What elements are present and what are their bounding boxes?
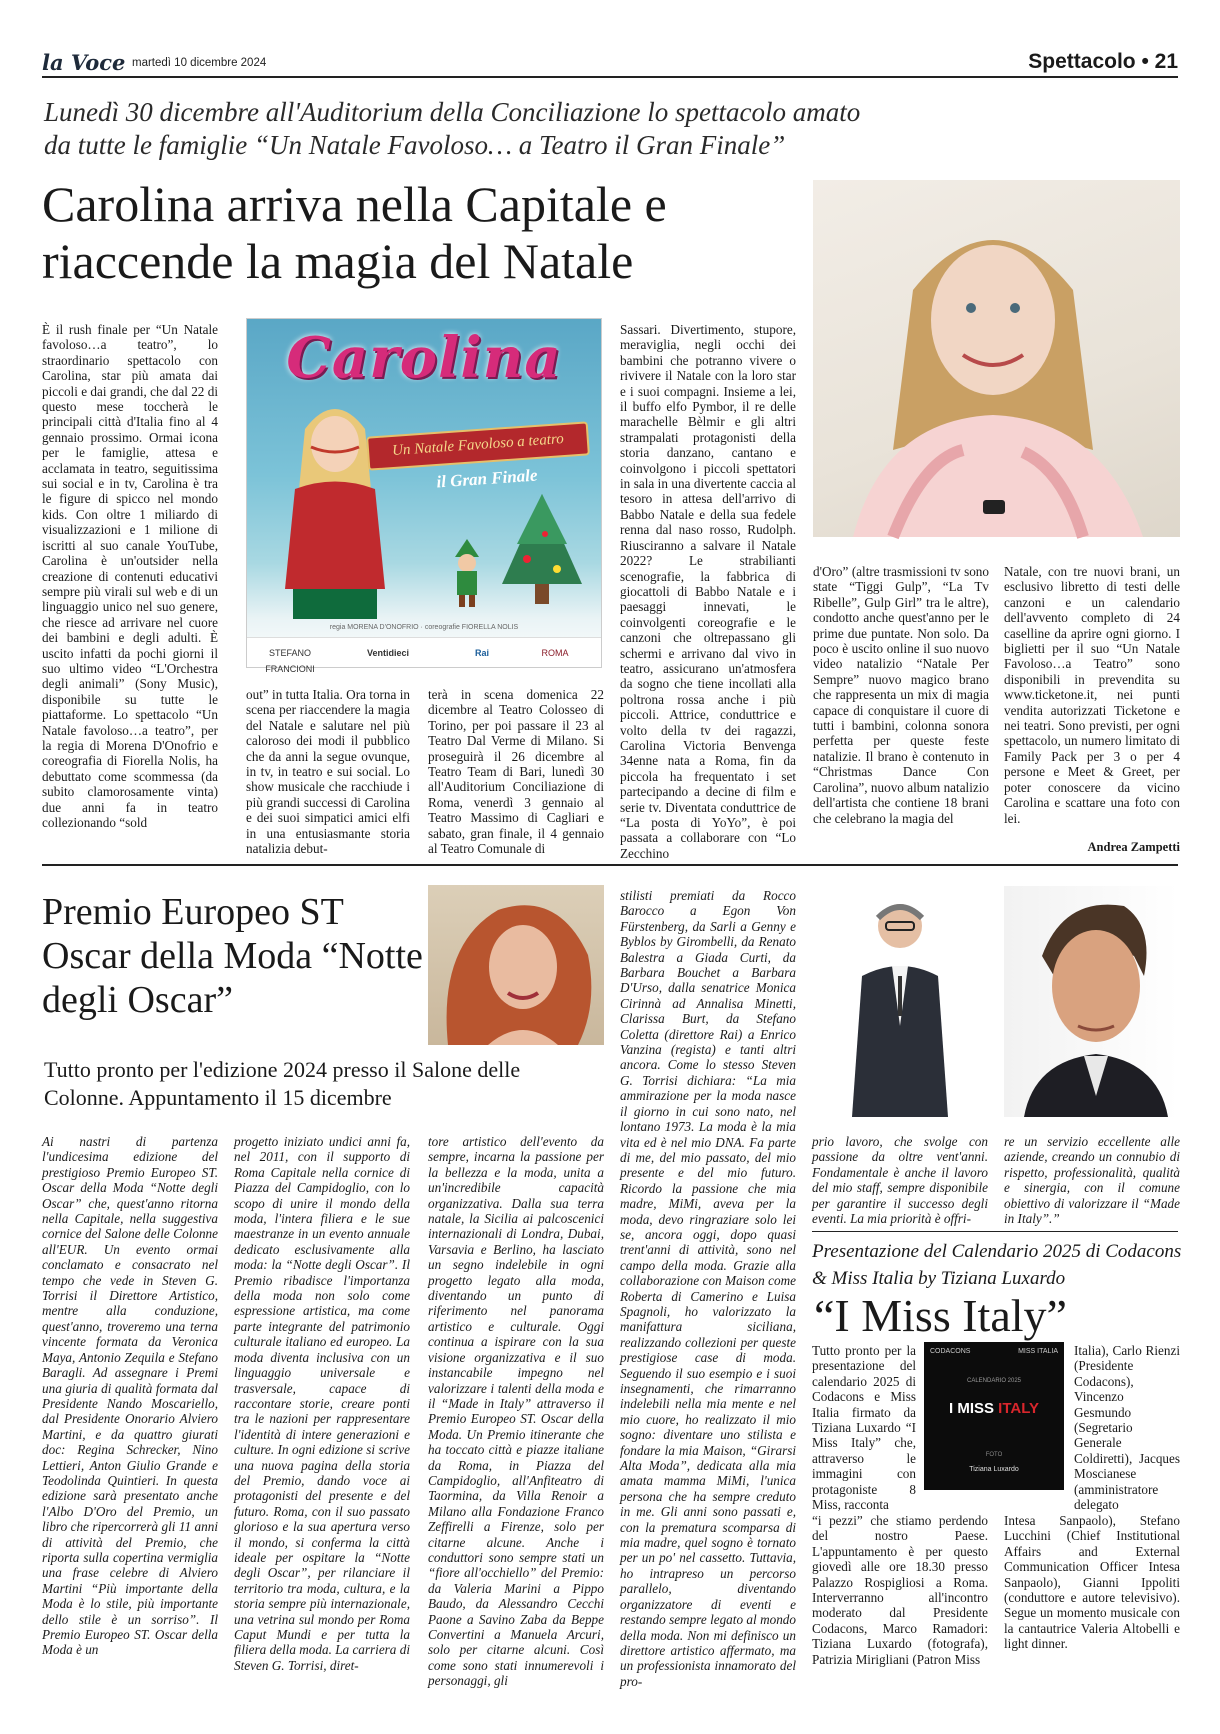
article3-column-1-cont: “i pezzi” che stiamo perdendo del nostro Paese. L'appuntamento è per questo giovedì alle ore 18.30 presso Palazzo Rospigliosi a Roma. Interverranno all'incontro moderato dal Presidente Codacons, Marco Ramadori: Tiziana Luxardo (fotografa), Patrizia Mirigliani (Patron Miss	[812, 1513, 988, 1667]
article1-column-5: d'Oro” (altre trasmissioni tv sono state “Tiggi Gulp”, “La Tv Ribelle”, Gulp Girl” tra le altre), condotto anche quest'anno per le prime due puntate. Non solo. Da poco è uscito online il suo nuovo video natalizio “Natale Per Sempre” nuovo magico brano che rappresenta un mix di magia capace di conquistare il cuore di tutti i bambini, colonna sonora perfetta per queste feste natalizie. Il brano è contenuto in “Christmas Dance Con Carolina”, nuovo album natalizio dell'artista che contiene 18 brani che celebrano la magia del	[813, 564, 989, 826]
calendar-author: Tiziana Luxardo	[969, 1466, 1019, 1473]
issue-date: martedì 10 dicembre 2024	[132, 57, 267, 69]
calendar-title-b: ITALY	[998, 1400, 1040, 1417]
calendar-cover-image	[924, 1342, 1064, 1490]
man-portrait-photo	[1004, 886, 1178, 1117]
article1-column-1: È il rush finale per “Un Natale favoloso…a teatro”, lo straordinario spettacolo con Carolina, star più amata dai piccoli e dai grandi, che dal 22 di questo mese toccherà le principali città d'Italia fino al 4 gennaio prossimo. Ormai icona per le famiglie, attesa e acclamata in teatro, seguitissima sui social e in tv, Carolina è tra le figure di spicco nel mondo kids. Con oltre 1 miliardo di visualizzazioni e 1 milione di iscritti al suo canale YouTube, Carolina è un'outsider nella creazione di contenuti educativi sempre più virali sul web e di un linguaggio unico nel suo genere, che riesce ad arrivare nel cuore dei bambini e degli adulti. È uscito infatti da pochi giorni il suo ultimo video “L'Orchestra degli animali” (Sony Music), disponibile su tutte le piattaforme. Lo spettacolo “Un Natale favoloso…a teatro”, per la regia di Morena D'Onofrio e coreografia di Fiorella Nolis, ha debuttato come scommessa (da subito clamorosamente vinta) due anni fa in teatro collezionando “sold	[42, 322, 218, 830]
section-page: Spettacolo • 21	[1028, 50, 1178, 73]
article2-deck: Tutto pronto per l'edizione 2024 presso il Salone delle Colonne. Appuntamento il 15 dicembre	[44, 1057, 521, 1110]
poster-girl-figure	[275, 389, 395, 619]
poster-sponsor-bar	[247, 637, 601, 674]
portrait-image	[428, 885, 604, 1045]
sponsor-logo: Rai	[474, 648, 489, 658]
article2-title: Premio Europeo ST Oscar della Moda “Notte degli Oscar”	[42, 891, 423, 1021]
sponsor-logo: STEFANO FRANCIONI	[265, 648, 315, 674]
article2-column-3: tore artistico dell'evento da sempre, incarna la passione per la bellezza e la moda, unita a un'incredibile capacità organizzativa. Dalla sua terra natale, la Sicilia ai palcoscenici internazionali di Londra, Dubai, Varsavia e Berlino, ha lasciato un segno indelebile in ogni progetto legato alla moda, diventando un punto di riferimento nel panorama artistico e culturale. Oggi continua a ispirare con la sua visione organizzativa e il suo instancabile impegno nel valorizzare i talenti della moda e il “Made in Italy” attraverso il Premio Europeo ST. Oscar della Moda. Un Premio itinerante che ha toccato città e piazze italiane da Roma, in Piazza del Campidoglio, all'Anfiteatro di Taormina, da Villa Renoir a Milano alla Fondazione Franco Zeffirelli a Firenze, solo per citarne alcune. Anche i conduttori sono sempre stati un “fiore all'occhiello” del Premio: da Valeria Marini a Pippo Baudo, da Alessandro Cecchi Paone a Savino Zaba da Beppe Convertini a Manuela Arcuri, solo per citarne alcuni. Così come sono stati innumerevoli i personaggi, gli	[428, 1134, 604, 1689]
article1-title: Carolina arriva nella Capitale e riaccende la magia del Natale	[42, 176, 667, 289]
poster-title: Carolina	[286, 325, 562, 391]
poster-subtitle: il Gran Finale	[435, 465, 539, 492]
calendar-brand-left: CODACONS	[930, 1348, 971, 1355]
man-in-suit-photo	[812, 886, 986, 1117]
portrait-image	[813, 180, 1180, 537]
article1-column-4: Sassari. Divertimento, stupore, meraviglia, negli occhi dei bambini che potranno vivere o rivivere il Natale con la loro star e i suoi compagni. Insieme a lei, il buffo elfo Pymbor, il re delle marachelle Bèlmir e gli altri strampalati protagonisti della storia danzano, cantano e coinvolgono i piccoli spettatori in sala in una divertente caccia al tesoro in attesa dell'arrivo di Babbo Natale e della sua fedele renna dal naso rosso, Rudolph. Riusciranno a salvare il Natale 2022? Le strabilianti scenografie, la fabbrica di giocattoli di Babbo Natale e i paesaggi innevati, le coinvolgenti coreografie e le canzoni che oltrepassano gli schermi e arrivano dal vivo in teatro, assicurano un'atmosfera da sogno che tiene incollati alla poltrona rossa anche i più piccoli. Attrice, conduttrice e volto della tv dei ragazzi, Carolina Victoria Benvenga 34enne nata a Roma, fin da piccola ha frequentato i set partecipando a decine di film e serie tv. Diventata conduttrice de “La posta di YoYo”, è poi passata a collaborare con “Lo Zecchino	[620, 322, 796, 861]
article2-column-4: stilisti premiati da Rocco Barocco a Egon Von Fürstenberg, da Sarli a Genny e Byblos by Girombelli, da Renato Balestra a Giada Curti, da Barbara Bouchet a Barbara D'Urso, dalla senatrice Monica Cirinnà ad Annalisa Minetti, Clarissa Burt, da Stefano Coletta (direttore Rai) a Enrico Vanzina (regista) e tanti altri ancora. Come lo stesso Steven G. Torrisi dichiara: “La mia ammirazione per la moda nasce il giorno in cui sono nato, nel lontano 1973. La moda è la mia vita ed è nel mio DNA. Fa parte di me, del mio passato, del mio presente e del mio futuro. Ricordo la passione che mia madre, MiMi, aveva per la moda, devo ringraziare solo lei se, ancora oggi, dopo quasi trent'anni di attività, sono nel campo della moda. Grazie alla collaborazione con Maison come Roberta di Camerino e Luisa Spagnoli, ho valorizzato la manifattura siciliana, realizzando collezioni per queste prestigiose case di moda. Seguendo il suo esempio e i suoi insegnamenti, che rimarranno indelebili nella mia mente e nel mio cuore, ho realizzato il mio sogno: diventare uno stilista e fondare la mia Maison, “Girarsi Alta Moda”, dedicata alla mia amata mamma MiMi, l'unica persona che ha sempre creduto in me. Gli anni sono passati e, con la prematura scomparsa di mia madre, quel sogno è tornato per un po' nel cassetto. Tuttavia, ho intrapreso un percorso parallelo, diventando organizzatore di eventi e restando sempre legato al mondo della moda. Non mi definisco un direttore artistico affermato, ma un professionista innamorato del pro-	[620, 888, 796, 1689]
section-divider	[42, 864, 1178, 866]
carolina-poster	[246, 318, 602, 674]
article3-column-1: Tutto pronto per la presentazione del calendario 2025 di Codacons e Miss Italia firmato da Tiziana Luxardo “I Miss Italy” che, attraverso le immagini con protagoniste 8 Miss, racconta	[812, 1343, 916, 1513]
calendar-title-a: I MISS	[948, 1400, 999, 1417]
poster-credits: regia MORENA D'ONOFRIO · coreografie FIORELLA NOLIS	[329, 624, 519, 631]
article2-column-6: re un servizio eccellente alle aziende, creando un connubio di rispetto, professionalità, qualità e sinergia, con il comune obiettivo di valorizzare il “Made in Italy”.”	[1004, 1134, 1180, 1227]
calendar-small-text: CALENDARIO 2025	[966, 1378, 1022, 1384]
article3-kicker: Presentazione del Calendario 2025 di Codacons & Miss Italia by Tiziana Luxardo	[812, 1241, 1182, 1289]
header-rule	[42, 76, 1178, 78]
article3-rule	[812, 1231, 1178, 1232]
calendar-brand-right: MISS ITALIA	[1018, 1348, 1058, 1355]
article3-title: “I Miss Italy”	[814, 1290, 1067, 1341]
woman-portrait-photo	[428, 885, 604, 1045]
article1-column-2: out” in tutta Italia. Ora torna in scena per riaccendere la magia del Natale e salutare nel più caloroso dei modi il pubblico che da anni la segue ovunque, in tv, in teatro e sui social. Lo show musicale che racchiude i più grandi successi di Carolina e dei suoi simpatici amici elfi in una entusiasmante storia natalizia debut-	[246, 687, 410, 857]
article3-column-2: Italia), Carlo Rienzi (Presidente Codacons), Vincenzo Gesmundo (Segretario Generale Coldiretti), Jacques Moscianese (amministratore delegato	[1074, 1343, 1180, 1513]
portrait-image	[812, 886, 986, 1117]
article1-byline: Andrea Zampetti	[1087, 840, 1180, 854]
article2-column-5: prio lavoro, che svolge con passione da oltre vent'anni. Fondamentale è anche il lavoro del mio staff, sempre disponibile per garantire il successo degli eventi. La mia priorità è offri-	[812, 1134, 988, 1227]
sponsor-logo: Ventidieci	[366, 648, 410, 658]
newspaper-logo: la Voce	[42, 50, 126, 75]
christmas-tree-icon	[497, 489, 587, 609]
article2-column-2: progetto iniziato undici anni fa, nel 2011, con il supporto di Roma Capitale nella cornice di Piazza del Campidoglio, con lo scopo di unire il mondo della moda, l'intera filiera e le sue maestranze in un evento annuale dedicato esclusivamente alla moda: la “Notte degli Oscar”. Il Premio ribadisce l'importanza della moda non solo come espressione artistica, ma come parte integrante del patrimonio culturale italiano ed europeo. La moda diventa inclusiva con un linguaggio universale e trasversale, capace di raccontare storie, creare ponti tra le nazioni per rappresentare l'identità di intere generazioni e culture. In ogni edizione si scrive una nuova pagina della storia del Premio, dando voce ai protagonisti del presente e del futuro. Roma, con il suo passato glorioso e la sua apertura verso il mondo, si conferma la città ideale per ospitare la “Notte degli Oscar”, per rilanciare il territorio tra moda, cultura, e la storia sempre più internazionale, una vetrina sul mondo per Roma Caput Mundi e per tutta la filiera della moda. La carriera di Steven G. Torrisi, diret-	[234, 1134, 410, 1673]
masthead	[42, 50, 1178, 76]
article3-column-2-cont: Intesa Sanpaolo), Stefano Lucchini (Chief Institutional Affairs and External Communication Officer Intesa Sanpaolo), Gianni Ippoliti (conduttore e autore televisivo). Segue un momento musicale con la cantautrice Valeria Altobelli e light dinner.	[1004, 1513, 1180, 1652]
carolina-photo	[813, 180, 1180, 537]
sponsor-logo: ROMA	[541, 648, 569, 658]
portrait-image	[1004, 886, 1178, 1117]
article2-column-1: Ai nastri di partenza l'undicesima edizione del prestigioso Premio Europeo ST. Oscar della Moda “Notte degli Oscar” che, quest'anno ritorna nella Capitale, nella suggestiva cornice del Salone delle Colonne all'EUR. Un evento ormai conclamato e consacrato nel tempo che vede in Steven G. Torrisi il Direttore Artistico, mentre alla conduzione, quest'anno, troveremo una terna vincente formata da Veronica Maya, Antonio Zequila e Stefano Baragli. Ad assegnare i Premi una giuria di qualità formata dal Presidente Nando Moscariello, dal Presidente Onorario Alviero Martini, e da quattro giurati doc: Regina Schrecker, Nino Lettieri, Anton Giulio Grande e Teodolinda Quintieri. In questa edizione sarà presentato anche l'Albo D'Oro del Premio, un libro che ripercorrerà gli 11 anni di attività del Premio, che riporta sulla copertina vermiglia una frase celebre di Alviero Martini “Più importante della Moda è lo stile, più importante dello stile è un sorriso”. Il Premio Europeo ST. Oscar della Moda è un	[42, 1134, 218, 1658]
calendar-foto-label: FOTO	[985, 1452, 1003, 1458]
poster-banner	[366, 421, 590, 470]
article1-kicker: Lunedì 30 dicembre all'Auditorium della Conciliazione lo spettacolo amato da tutte le famiglie “Un Natale Favoloso… a Teatro il Gran Finale”	[44, 97, 861, 160]
article1-column-3: terà in scena domenica 22 dicembre al Teatro Colosseo di Torino, per poi passare il 23 al Teatro Dal Verme di Milano. Si proseguirà il 26 dicembre al Teatro Team di Bari, lunedì 30 all'Auditorium Conciliazione di Roma, venerdì 3 gennaio al Teatro Massimo di Cagliari e sabato, gran finale, il 4 gennaio al Teatro Comunale di	[428, 687, 604, 857]
elf-icon	[447, 539, 487, 609]
article1-column-6: Natale, con tre nuovi brani, un esclusivo libretto di testi delle canzoni e un calendario dell'avvento completo di 24 caselline da aprire ogni giorno. I biglietti per il suo “Un Natale Favoloso…a Teatro” sono disponibili in prevendita su www.ticketone.it, nei punti vendita autorizzati Ticketone e nei teatri. Sono previsti, per ogni spettacolo, un numero limitato di Family Pack per 3 o per 4 persone e Meet & Greet, per poter conoscere da vicino Carolina e scattare una foto con lei.	[1004, 564, 1180, 826]
poster-banner-text: Un Natale Favoloso a teatro	[391, 431, 565, 459]
